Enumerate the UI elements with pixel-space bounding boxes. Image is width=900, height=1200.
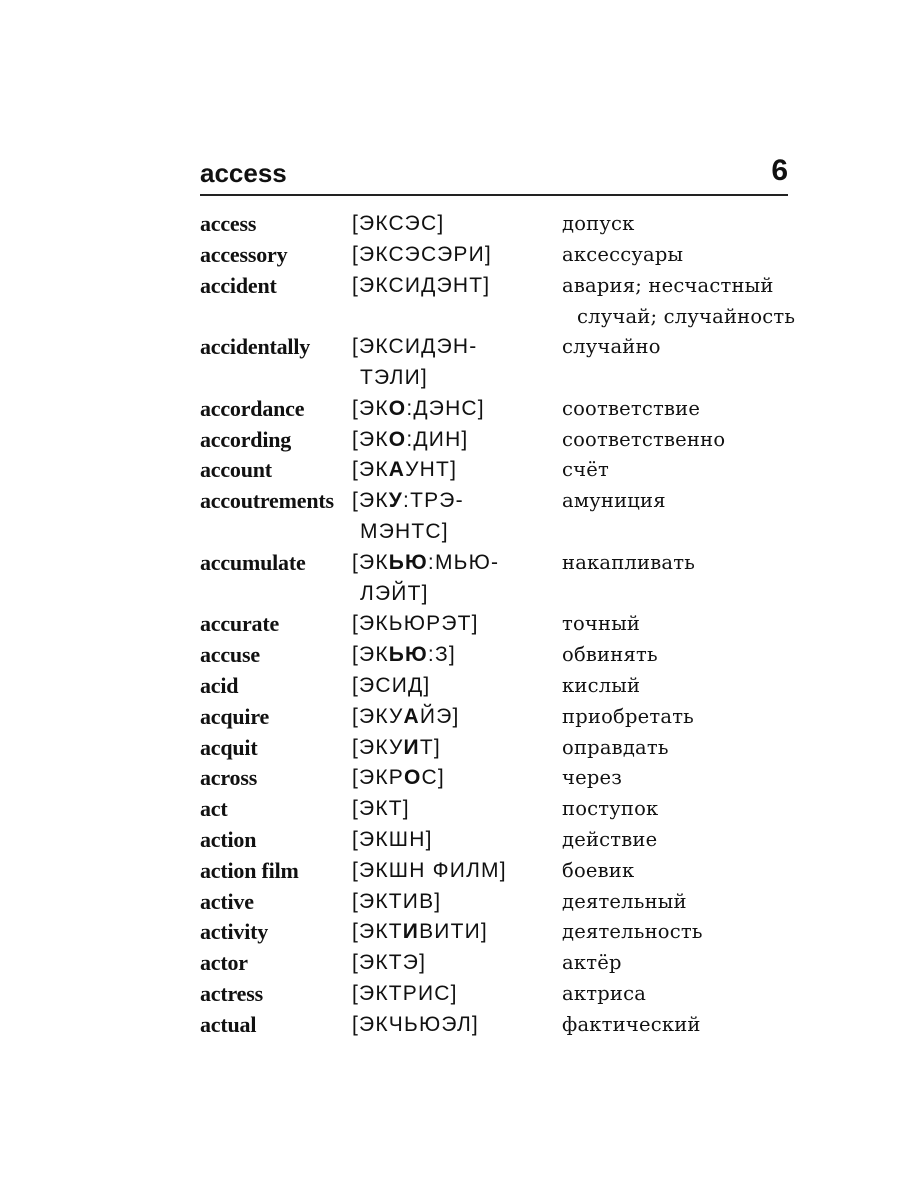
dictionary-entry bbox=[200, 393, 800, 424]
dictionary-entry bbox=[200, 454, 800, 485]
entry-word: actual bbox=[200, 1011, 257, 1037]
dictionary-entry bbox=[200, 208, 800, 239]
entry-word: accoutrements bbox=[200, 488, 334, 514]
entry-word: active bbox=[200, 888, 254, 914]
transcription-line-1 bbox=[352, 489, 464, 512]
transcription-line-2: МЭНТС] bbox=[360, 520, 449, 544]
stressed-syllable: О bbox=[388, 396, 407, 420]
entry-translation: аксессуары bbox=[562, 242, 684, 266]
stressed-syllable: О bbox=[403, 766, 422, 790]
transcription-part: [ЭК bbox=[352, 427, 389, 451]
transcription-part: УНТ] bbox=[405, 458, 458, 482]
entry-transcription bbox=[352, 485, 464, 547]
entry-transcription: [ЭКСЭС] bbox=[352, 212, 445, 235]
entry-word: across bbox=[200, 765, 258, 791]
transcription-part: [ЭК bbox=[352, 489, 389, 513]
entry-word: accessory bbox=[200, 241, 288, 267]
entry-transcription: [ЭКТЭ] bbox=[352, 951, 427, 975]
entry-transcription bbox=[352, 762, 445, 793]
stressed-syllable: ЬЮ bbox=[388, 550, 428, 574]
entry-translation: амуниция bbox=[562, 489, 666, 513]
entry-word: accurate bbox=[200, 611, 280, 637]
transcription-part: ЙЭ] bbox=[419, 704, 460, 728]
entry-word: account bbox=[200, 457, 272, 483]
entry-word: action bbox=[200, 826, 257, 852]
entry-transcription bbox=[352, 639, 456, 670]
dictionary-entry bbox=[200, 424, 800, 455]
entry-transcription: [ЭКТ] bbox=[352, 797, 410, 821]
entry-word: accidentally bbox=[200, 334, 311, 360]
entry-translation: соответственно bbox=[562, 427, 726, 451]
entry-word: acid bbox=[200, 672, 239, 698]
dictionary-entry bbox=[200, 824, 800, 855]
transcription-part: Т] bbox=[419, 735, 441, 759]
entry-transcription: [ЭКТИВ] bbox=[352, 889, 442, 913]
dictionary-entry bbox=[200, 855, 800, 886]
entry-word: actress bbox=[200, 980, 263, 1006]
dictionary-entry bbox=[200, 1009, 800, 1040]
dictionary-entry bbox=[200, 270, 800, 332]
dictionary-entry bbox=[200, 947, 800, 978]
dictionary-entry bbox=[200, 916, 800, 947]
transcription-line-2: ТЭЛИ] bbox=[360, 366, 428, 390]
entry-translation: через bbox=[562, 766, 623, 790]
entry-translation: счёт bbox=[562, 458, 609, 482]
entry-word: accuse bbox=[200, 642, 260, 668]
entry-translation: случайно bbox=[562, 335, 661, 359]
entry-translation: фактический bbox=[562, 1012, 701, 1036]
entry-word: action film bbox=[200, 857, 299, 883]
entry-transcription bbox=[352, 454, 457, 485]
transcription-part: :З] bbox=[427, 643, 456, 667]
dictionary-entry bbox=[200, 670, 800, 701]
dictionary-entry bbox=[200, 639, 800, 670]
entry-word: activity bbox=[200, 919, 269, 945]
dictionary-entry bbox=[200, 886, 800, 917]
transcription-line-2: ЛЭЙТ] bbox=[360, 581, 429, 605]
stressed-syllable: И bbox=[403, 735, 420, 759]
stressed-syllable: А bbox=[403, 704, 420, 728]
transcription-part: [ЭК bbox=[352, 550, 389, 574]
entry-translation: актриса bbox=[562, 981, 647, 1005]
entry-transcription: [ЭСИД] bbox=[352, 673, 431, 697]
stressed-syllable: О bbox=[388, 427, 407, 451]
transcription-part: :ТРЭ- bbox=[403, 489, 464, 513]
entry-translation: боевик bbox=[562, 858, 635, 882]
transcription-part: [ЭК bbox=[352, 458, 389, 482]
entry-word: according bbox=[200, 426, 292, 452]
entry-transcription bbox=[352, 916, 488, 947]
dictionary-entry bbox=[200, 331, 800, 393]
transcription-line-1 bbox=[352, 551, 499, 574]
entry-transcription: [ЭКСИДЭНТ] bbox=[352, 273, 491, 297]
transcription-part: :МЬЮ- bbox=[427, 550, 500, 574]
transcription-part: [ЭК bbox=[352, 396, 389, 420]
page-number: 6 bbox=[771, 154, 788, 187]
stressed-syllable: А bbox=[388, 458, 406, 482]
entry-translation: деятельный bbox=[562, 889, 687, 913]
transcription-part: :ДЭНС] bbox=[406, 396, 485, 420]
dictionary-entry bbox=[200, 608, 800, 639]
entry-translation: обвинять bbox=[562, 643, 658, 667]
transcription-part: [ЭК bbox=[352, 643, 389, 667]
translation-line-1: авария; несчастный bbox=[562, 273, 774, 297]
entry-word: acquit bbox=[200, 734, 258, 760]
dictionary-entry bbox=[200, 547, 800, 609]
transcription-part: С] bbox=[421, 766, 445, 790]
entry-translation: накапливать bbox=[562, 550, 696, 574]
entry-transcription: [ЭКТРИС] bbox=[352, 981, 458, 1005]
transcription-part: ВИТИ] bbox=[419, 920, 488, 944]
entry-translation: актёр bbox=[562, 951, 622, 975]
entry-translation: деятельность bbox=[562, 920, 703, 944]
entry-word: acquire bbox=[200, 703, 270, 729]
entry-transcription bbox=[352, 701, 460, 732]
entry-word: accident bbox=[200, 272, 277, 298]
dictionary-entries bbox=[200, 208, 800, 1040]
transcription-line-1: [ЭКСИДЭН- bbox=[352, 335, 478, 359]
entry-translation: поступок bbox=[562, 797, 659, 821]
dictionary-entry bbox=[200, 978, 800, 1009]
entry-transcription bbox=[352, 732, 441, 763]
transcription-part: [ЭКТ bbox=[352, 920, 403, 944]
entry-transcription: [ЭКСЭСЭРИ] bbox=[352, 242, 492, 266]
stressed-syllable: И bbox=[402, 920, 420, 944]
entry-transcription bbox=[352, 424, 468, 455]
entry-translation: точный bbox=[562, 612, 641, 636]
entry-translation: соответствие bbox=[562, 396, 701, 420]
entry-word: accordance bbox=[200, 395, 305, 421]
header-guide-word: access bbox=[200, 158, 287, 188]
stressed-syllable: ЬЮ bbox=[388, 643, 428, 667]
entry-transcription: [ЭКШН] bbox=[352, 827, 433, 851]
transcription-part: [ЭКР bbox=[352, 766, 404, 790]
entry-transcription: [ЭКЬЮРЭТ] bbox=[352, 612, 479, 636]
dictionary-entry bbox=[200, 485, 800, 547]
entry-translation bbox=[562, 270, 795, 332]
entry-translation: приобретать bbox=[562, 704, 694, 728]
entry-word: access bbox=[200, 211, 257, 236]
dictionary-entry bbox=[200, 701, 800, 732]
entry-transcription: [ЭКЧЬЮЭЛ] bbox=[352, 1012, 479, 1036]
entry-translation: действие bbox=[562, 827, 658, 851]
dictionary-entry bbox=[200, 762, 800, 793]
entry-translation: допуск bbox=[562, 212, 635, 235]
entry-transcription bbox=[352, 547, 499, 609]
dictionary-entry bbox=[200, 732, 800, 763]
entry-translation: кислый bbox=[562, 673, 641, 697]
dictionary-entry bbox=[200, 793, 800, 824]
entry-translation: оправдать bbox=[562, 735, 669, 759]
stressed-syllable: У bbox=[388, 489, 404, 513]
dictionary-entry bbox=[200, 239, 800, 270]
transcription-part: [ЭКУ bbox=[352, 704, 404, 728]
entry-word: actor bbox=[200, 950, 248, 976]
page-header bbox=[200, 150, 788, 196]
translation-line-2: случай; случайность bbox=[577, 304, 796, 328]
transcription-part: :ДИН] bbox=[406, 427, 469, 451]
entry-word: act bbox=[200, 796, 228, 822]
entry-transcription bbox=[352, 393, 485, 424]
entry-word: accumulate bbox=[200, 549, 306, 575]
entry-transcription bbox=[352, 331, 477, 393]
entry-transcription: [ЭКШН ФИЛМ] bbox=[352, 858, 507, 882]
transcription-part: [ЭКУ bbox=[352, 735, 404, 759]
